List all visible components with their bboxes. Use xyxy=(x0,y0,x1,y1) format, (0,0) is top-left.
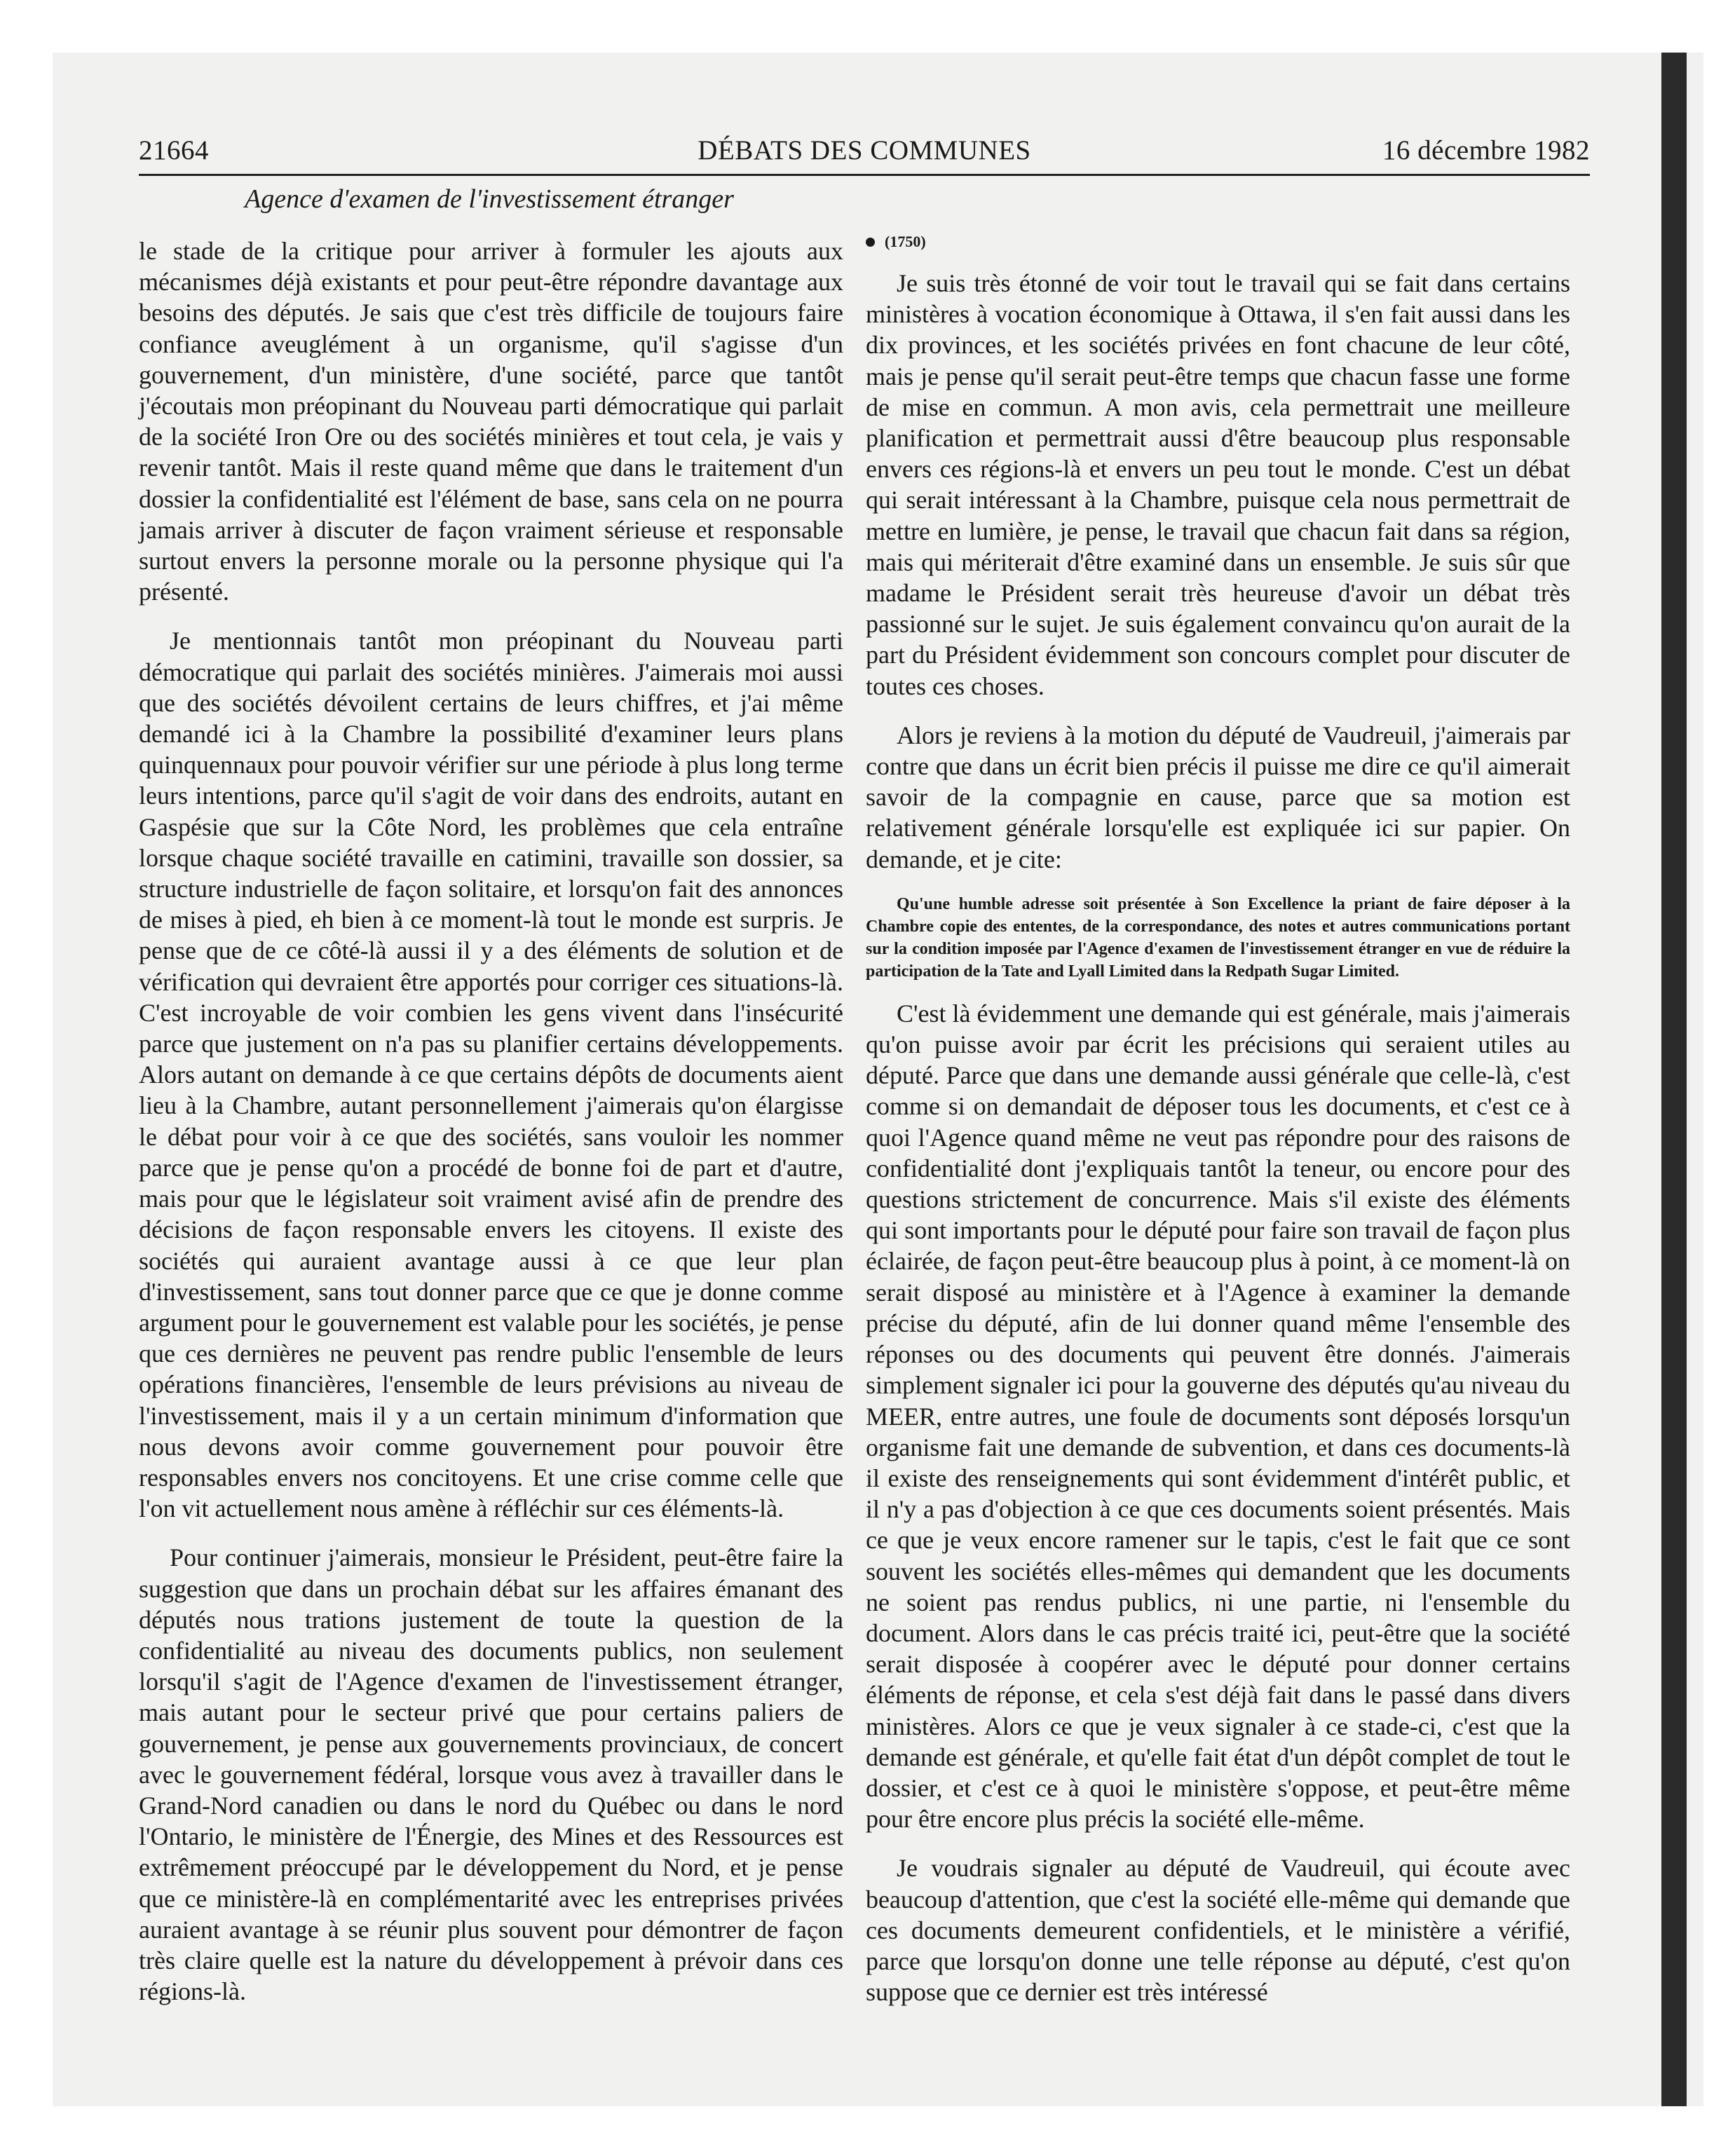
scan-edge-shadow xyxy=(1661,53,1687,2106)
paragraph: Je mentionnais tantôt mon préopinant du Nouveau parti démocratique qui parlait des sociétés minières. J'aimerais moi aussi que des sociétés dévoilent certains de leurs chiffres, et j'ai même demandé ici à la Chambre la possibilité d'examiner leurs plans quinquennaux pour pouvoir vérifier sur une période à plus long terme leurs intentions, parce qu'il s'agit de voir dans des endroits, autant en Gaspésie que sur la Côte Nord, les problèmes que cela entraîne lorsque chaque société travaille en catimini, travaille son dossier, sa structure industrielle de façon solitaire, et lorsqu'on fait des annonces de mises à pied, eh bien à ce moment-là tout le monde est surpris. Je pense que de ce côté-là aussi il y a des éléments de solution et de vérification qui devraient être apportés pour corriger ces situations-là. C'est incroyable de voir combien les gens vivent dans l'insécurité parce que justement on n'a pas su planifier certains développements. Alors autant on demande à ce que certains dépôts de documents aient lieu à la Chambre, autant personnellement j'aimerais qu'on élargisse le débat pour voir à ce que des sociétés, sans vouloir les nommer parce que je pense qu'on a procédé de bonne foi de part et d'autre, mais pour que le législateur soit vraiment avisé afin de prendre des décisions de façon responsable envers les citoyens. Il existe des sociétés qui auraient avantage aussi à ce que leur plan d'investissement, sans tout donner parce que ce que je donne comme argument pour le gouvernement est valable pour les sociétés, je pense que ces dernières ne peuvent pas rendre public l'ensemble de leurs opérations financières, l'ensemble de leurs prévisions au niveau de l'investissement, mais il y a un certain minimum d'information que nous devons avoir comme gouvernement pour pouvoir être responsables envers nos concitoyens. Et une crise comme celle que l'on vit actuellement nous amène à réfléchir sur ces éléments-là. xyxy=(139,627,843,1523)
right-column xyxy=(866,231,1570,2026)
time-mark-label: (1750) xyxy=(885,233,926,250)
paragraph: Pour continuer j'aimerais, monsieur le Président, peut-être faire la suggestion que dans un prochain débat sur les affaires émanant des députés nous trations justement de toute la question de la confidentialité au niveau des documents publics, non seulement lorsqu'il s'agit de l'Agence d'examen de l'investissement étranger, mais autant pour le secteur privé que pour certains paliers de gouvernement, je pense aux gouvernements provinciaux, de concert avec le gouvernement fédéral, lorsque vous avez à travailler dans le Grand-Nord canadien ou dans le nord du Québec ou dans le nord l'Ontario, le ministère de l'Énergie, des Mines et des Ressources est extrêmement préoccupé par le développement du Nord, et je pense que ce ministère-là en complémentarité avec les entreprises privées auraient avantage à se réunir plus souvent pour démontrer de façon très claire quelle est la nature du développement à prévoir dans ces régions-là. xyxy=(139,1543,843,2006)
paragraph: Je suis très étonné de voir tout le travail qui se fait dans certains ministères à vocation économique à Ottawa, il s'en fait aussi dans les dix provinces, et les sociétés privées en font chacune de leur côté, mais je pense qu'il serait peut-être temps que chacun fasse une forme de mise en commun. A mon avis, cela permettrait une meilleure planification et permettrait aussi d'être beaucoup plus responsable envers ces régions-là et envers un peu tout le monde. C'est un débat qui serait intéressant à la Chambre, puisque cela nous permettrait de mettre en lumière, je pense, le travail que chacun fait dans sa région, mais qui mériterait d'être examiné dans un ensemble. Je suis sûr que madame le Président serait très heureuse d'avoir un débat très passionné sur le sujet. Je suis également convaincu qu'on aurait de la part du Président évidemment son concours complet pour discuter de toutes ces choses. xyxy=(866,269,1570,700)
paragraph: C'est là évidemment une demande qui est générale, mais j'aimerais qu'on puisse avoir par écrit les précisions qui seraient utiles au député. Parce que dans une demande aussi générale que celle-là, c'est comme si on demandait de déposer tous les documents, et c'est ce à quoi l'Agence quand même ne veut pas répondre pour des raisons de confidentialité dont j'expliquais tantôt la teneur, ou encore pour des questions strictement de concurrence. Mais s'il existe des éléments qui sont importants pour le député pour faire son travail de façon plus éclairée, de façon peut-être beaucoup plus à point, à ce moment-là on serait disposé au ministère et à l'Agence à examiner la demande précise du député, afin de lui donner quand même l'ensemble des réponses ou des documents qui peuvent être donnés. J'aimerais simplement signaler ici pour la gouverne des députés qu'au niveau du MEER, entre autres, une foule de documents sont déposés lorsqu'un organisme fait une demande de subvention, et dans ces documents-là il existe des renseignements qui sont évidemment d'intérêt public, et il n'y a pas d'objection à ce que ces documents soient présentés. Mais ce que je veux encore ramener sur le tapis, c'est le fait que ce sont souvent les sociétés elles-mêmes qui demandent que les documents ne soient pas rendus publics, ni une partie, ni l'ensemble du document. Alors dans le cas précis traité ici, peut-être que la société serait disposée à coopérer avec le député pour donner certains éléments de réponse, et cela s'est déjà fait dans le passé dans divers ministères. Alors ce que je veux signaler à ce stade-ci, c'est que la demande est générale, et qu'elle fait état d'un dépôt complet de tout le dossier, et c'est ce à quoi le ministère s'oppose, et peut-être même pour être encore plus précis la société elle-même. xyxy=(866,999,1570,1834)
left-column xyxy=(139,236,843,2025)
time-mark xyxy=(866,231,1570,252)
bullet-icon xyxy=(866,238,875,247)
debate-subject: Agence d'examen de l'investissement étranger xyxy=(245,184,734,214)
paragraph: Je voudrais signaler au député de Vaudreuil, qui écoute avec beaucoup d'attention, que c'est la société elle-même qui demande que ces documents demeurent confidentiels, et le ministère a vérifié, parce que lorsqu'on donne une telle réponse au député, c'est qu'on suppose que ce dernier est très intéressé xyxy=(866,1854,1570,2007)
page-header xyxy=(139,135,1590,176)
motion-quote: Qu'une humble adresse soit présentée à Son Excellence la priant de faire déposer à la Chambre copie des ententes, de la correspondance, des notes et autres communications portant sur la condition imposée par l'Agence d'examen de l'investissement étranger en vue de réduire la participation de la Tate and Lyall Limited dans la Redpath Sugar Limited. xyxy=(866,894,1570,981)
publication-title: DÉBATS DES COMMUNES xyxy=(698,135,1031,165)
publication-date: 16 décembre 1982 xyxy=(1382,135,1590,165)
page-number: 21664 xyxy=(139,135,209,165)
paragraph: le stade de la critique pour arriver à formuler les ajouts aux mécanismes déjà existants et pour peut-être répondre davantage aux besoins des députés. Je sais que c'est très difficile de toujours faire confiance aveuglément à un organisme, qu'il s'agisse d'un gouvernement, d'un ministère, d'une société, parce que tantôt j'écoutais mon préopinant du Nouveau parti démocratique qui parlait de la société Iron Ore ou des sociétés minières et tout cela, je vais y revenir tantôt. Mais il reste quand même que dans le traitement d'un dossier la confidentialité est l'élément de base, sans cela on ne pourra jamais arriver à discuter de façon vraiment sérieuse et responsable surtout envers la personne morale ou la personne physique qui l'a présenté. xyxy=(139,237,843,606)
paragraph: Alors je reviens à la motion du député de Vaudreuil, j'aimerais par contre que dans un écrit bien précis il puisse me dire ce qu'il aimerait savoir de la compagnie en cause, parce que sa motion est relativement générale lorsqu'elle est expliquée ici sur papier. On demande, et je cite: xyxy=(866,721,1570,873)
